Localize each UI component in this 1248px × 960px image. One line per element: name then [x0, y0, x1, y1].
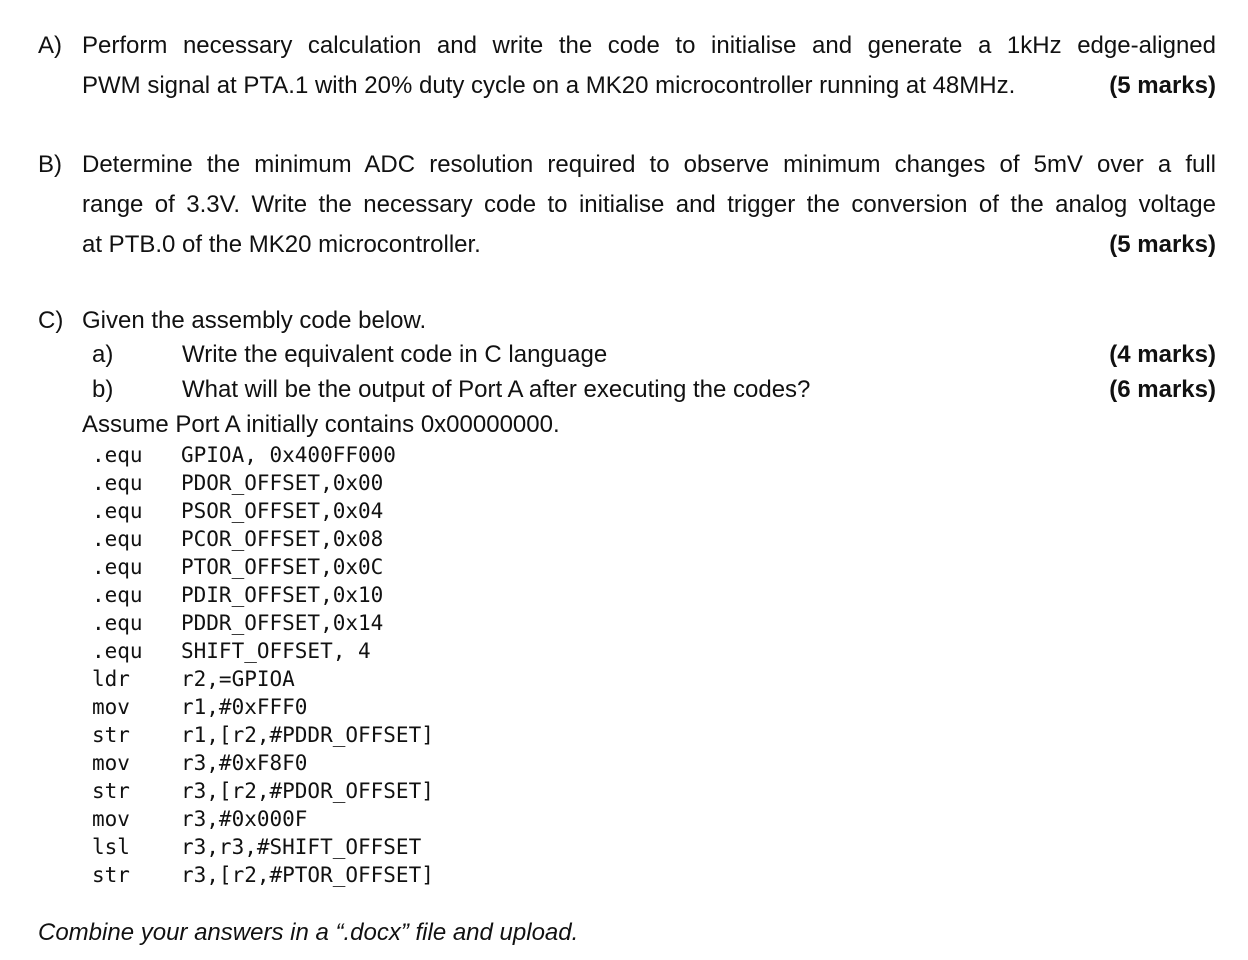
- question-c-part-b-marks: (6 marks): [1109, 376, 1216, 403]
- submission-instruction: Combine your answers in a “.docx” file and upload.: [38, 919, 579, 946]
- question-b-marks: (5 marks): [1109, 231, 1216, 258]
- question-c-part-b-label: b): [92, 376, 114, 403]
- code-line: [92, 637, 434, 665]
- code-line: [92, 525, 434, 553]
- code-args: r3,[r2,#PDOR_OFFSET]: [181, 779, 434, 803]
- code-line: [92, 441, 434, 469]
- code-line: [92, 805, 434, 833]
- question-b-line-3-text: at PTB.0 of the MK20 microcontroller.: [82, 231, 481, 258]
- question-a: [38, 26, 1216, 106]
- code-op: str: [92, 723, 130, 747]
- code-line: [92, 581, 434, 609]
- question-c-part-a-label: a): [92, 341, 114, 368]
- code-args: r3,#0x000F: [181, 807, 308, 831]
- question-c-assumption: Assume Port A initially contains 0x00000000.: [82, 411, 560, 438]
- question-c-part-a-marks: (4 marks): [1109, 341, 1216, 368]
- code-args: r2,=GPIOA: [181, 667, 295, 691]
- code-line: [92, 609, 434, 637]
- code-op: .equ: [92, 471, 143, 495]
- code-op: mov: [92, 807, 130, 831]
- code-op: mov: [92, 751, 130, 775]
- code-args: GPIOA, 0x400FF000: [181, 443, 396, 467]
- code-op: .equ: [92, 499, 143, 523]
- question-a-label: A): [38, 32, 62, 59]
- question-b-line-1: Determine the minimum ADC resolution required to observe minimum changes of 5mV over a full: [82, 151, 1216, 178]
- code-args: r1,[r2,#PDDR_OFFSET]: [181, 723, 434, 747]
- code-op: lsl: [92, 835, 130, 859]
- question-a-line-2-text: PWM signal at PTA.1 with 20% duty cycle on a MK20 microcontroller running at 48MHz.: [82, 72, 1016, 99]
- code-line: [92, 777, 434, 805]
- code-op: .equ: [92, 443, 143, 467]
- code-op: mov: [92, 695, 130, 719]
- question-c-part-a-text: Write the equivalent code in C language: [182, 341, 608, 368]
- question-a-line-1: Perform necessary calculation and write the code to initialise and generate a 1kHz edge-aligned: [82, 32, 1216, 59]
- question-b-line-3: [82, 225, 1216, 265]
- question-c-label: C): [38, 307, 64, 334]
- code-line: [92, 749, 434, 777]
- code-line: [92, 721, 434, 749]
- code-line: [92, 665, 434, 693]
- code-line: [92, 693, 434, 721]
- code-args: r3,#0xF8F0: [181, 751, 308, 775]
- code-op: .equ: [92, 527, 143, 551]
- question-a-line-2: [82, 66, 1216, 106]
- code-op: .equ: [92, 639, 143, 663]
- code-op: str: [92, 779, 130, 803]
- assembly-code-block: [92, 441, 434, 889]
- code-args: SHIFT_OFFSET, 4: [181, 639, 371, 663]
- code-args: PCOR_OFFSET,0x08: [181, 527, 384, 551]
- code-op: .equ: [92, 583, 143, 607]
- code-op: .equ: [92, 555, 143, 579]
- question-a-marks: (5 marks): [1109, 72, 1216, 99]
- code-args: PDIR_OFFSET,0x10: [181, 583, 384, 607]
- question-b: [38, 145, 1216, 265]
- code-args: PSOR_OFFSET,0x04: [181, 499, 384, 523]
- question-b-label: B): [38, 151, 62, 178]
- code-op: str: [92, 863, 130, 887]
- question-c-intro: Given the assembly code below.: [82, 307, 427, 334]
- code-line: [92, 497, 434, 525]
- code-line: [92, 469, 434, 497]
- question-c-part-b-text: What will be the output of Port A after executing the codes?: [182, 376, 811, 403]
- code-args: PTOR_OFFSET,0x0C: [181, 555, 384, 579]
- code-line: [92, 861, 434, 889]
- code-args: r1,#0xFFF0: [181, 695, 308, 719]
- code-op: .equ: [92, 611, 143, 635]
- code-args: PDOR_OFFSET,0x00: [181, 471, 384, 495]
- code-args: PDDR_OFFSET,0x14: [181, 611, 384, 635]
- code-line: [92, 553, 434, 581]
- code-op: ldr: [92, 667, 130, 691]
- question-b-line-2: range of 3.3V. Write the necessary code to initialise and trigger the conversion of the analog voltage: [82, 191, 1216, 218]
- code-args: r3,[r2,#PTOR_OFFSET]: [181, 863, 434, 887]
- code-line: [92, 833, 434, 861]
- code-args: r3,r3,#SHIFT_OFFSET: [181, 835, 422, 859]
